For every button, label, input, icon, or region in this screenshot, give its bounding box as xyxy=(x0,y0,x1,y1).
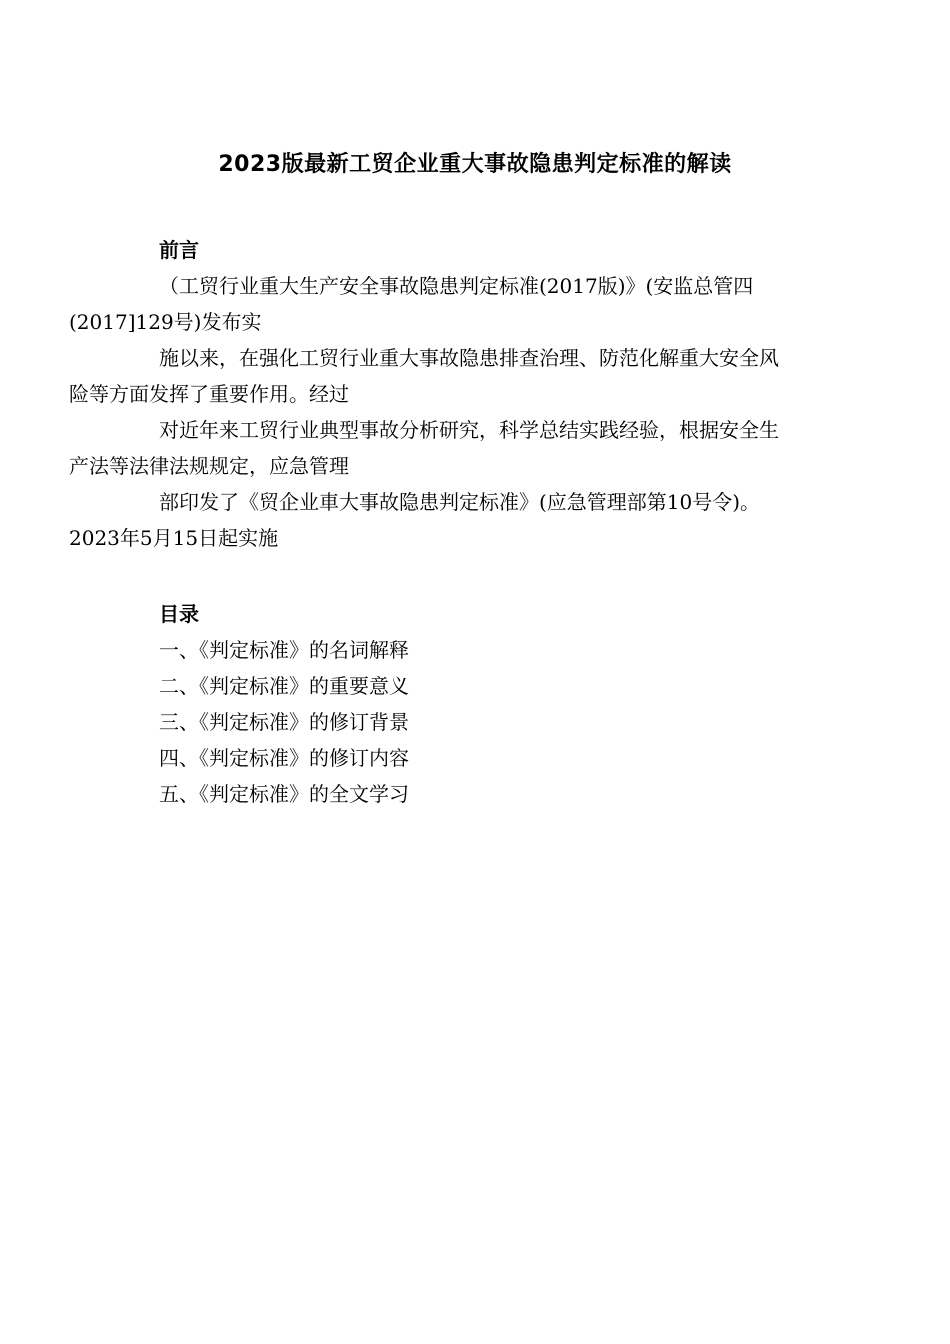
paragraph-line: （工贸行业重大生产安全事故隐患判定标准(2017版)》(安监总管四 xyxy=(159,274,754,298)
paragraph-line: 对近年来工贸行业典型事故分析研究，科学总结实践经验，根据安全生 xyxy=(159,418,779,442)
document-title: 2023版最新工贸企业重大事故隐患判定标准的解读 xyxy=(218,152,732,177)
preface-paragraph-2 xyxy=(69,340,849,412)
toc-item: 二、《判定标准》的重要意义 xyxy=(159,674,409,698)
paragraph-line: 部印发了《贸企业車大事故隐患判定标准》(应急管理部第10号令)。 xyxy=(159,490,761,514)
paragraph-line: 险等方面发挥了重要作用。经过 xyxy=(69,382,349,406)
toc-item: 五、《判定标准》的全文学习 xyxy=(159,782,409,806)
toc-item: 三、《判定标准》的修订背景 xyxy=(159,710,409,734)
toc-item: 一、《判定标准》的名词解释 xyxy=(159,638,409,662)
paragraph-line: 产法等法律法规规定，应急管理 xyxy=(69,454,349,478)
paragraph-line: 2023年5月15日起实施 xyxy=(69,526,279,550)
document-body xyxy=(69,232,849,812)
preface-paragraph-4 xyxy=(69,484,849,556)
section-spacer xyxy=(114,556,849,596)
paragraph-line: (2017]129号)发布实 xyxy=(69,310,262,334)
toc-heading: 目录 xyxy=(159,602,199,626)
paragraph-line: 施以来，在强化工贸行业重大事故隐患排查治理、防范化解重大安全风 xyxy=(159,346,779,370)
preface-heading: 前言 xyxy=(159,238,199,262)
toc-list xyxy=(114,632,849,812)
toc-item: 四、《判定标准》的修订内容 xyxy=(159,746,409,770)
preface-paragraph-3 xyxy=(69,412,849,484)
preface-paragraph-1 xyxy=(69,268,849,340)
